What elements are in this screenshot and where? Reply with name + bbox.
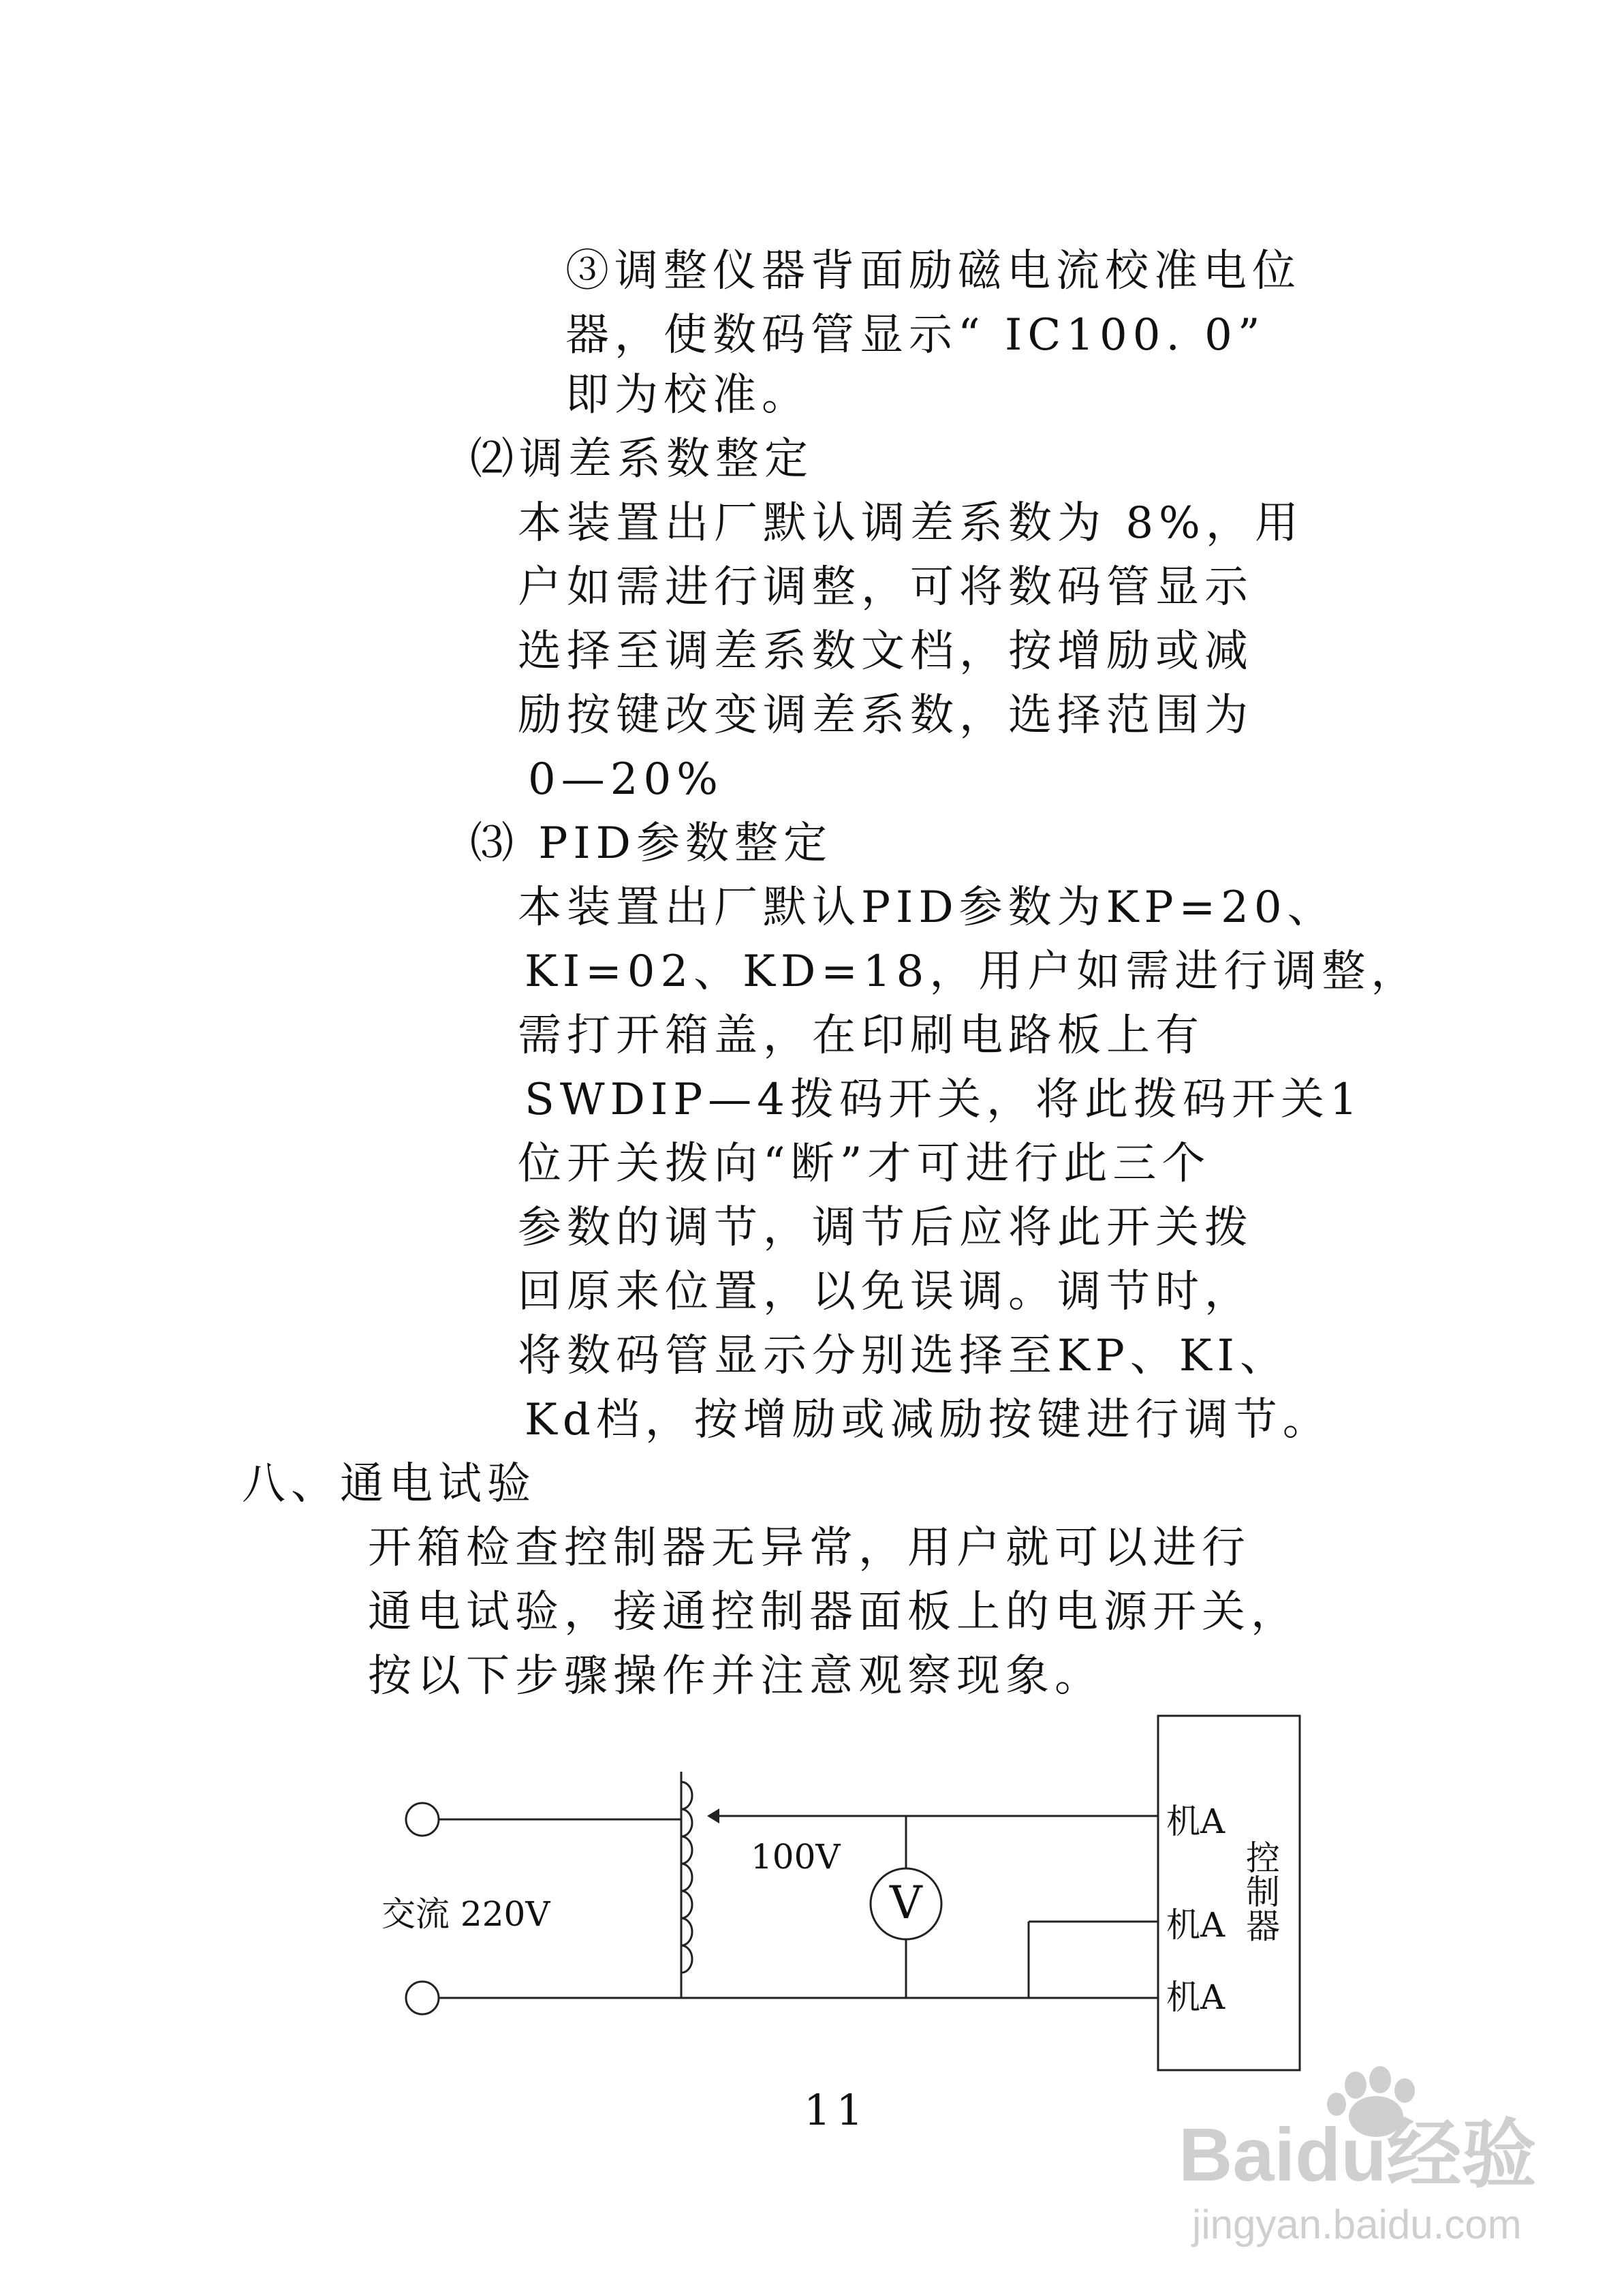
page-number: 11 — [804, 2085, 869, 2135]
text-line: 0—20% — [528, 754, 723, 805]
section-heading: ⑶ PID参数整定 — [470, 818, 832, 869]
ac-terminal-bottom — [406, 1982, 439, 2014]
text-line: Kd档，按增励或减励按键进行调节。 — [525, 1395, 1332, 1445]
text-line: 回原来位置，以免误调。调节时， — [518, 1267, 1253, 1317]
text-line: 通电试验，接通控制器面板上的电源开关， — [368, 1587, 1300, 1637]
autotransformer-coil — [681, 1782, 692, 1973]
text-line: SWDIP—4拨码开关，将此拨码开关1 — [525, 1075, 1363, 1125]
text-line: 即为校准。 — [565, 370, 811, 420]
text-line: 参数的调节，调节后应将此开关拨 — [518, 1203, 1253, 1253]
text-line: 开箱检查控制器无异常，用户就可以进行 — [368, 1523, 1251, 1573]
meter-label: V — [890, 1877, 922, 1929]
controller-terminal-label: 机A — [1166, 1977, 1225, 2017]
baidu-watermark — [1151, 2065, 1560, 2269]
watermark-url: jingyan.baidu.com — [1192, 2202, 1522, 2247]
ac-terminal-top — [406, 1803, 439, 1836]
section-heading: ⑵调差系数整定 — [470, 434, 813, 484]
controller-terminal-label: 机A — [1166, 1905, 1225, 1945]
controller-label: 控制器 — [1240, 1840, 1280, 1942]
text-line: 将数码管显示分别选择至KP、KI、 — [518, 1331, 1289, 1381]
text-line: 户如需进行调整，可将数码管显示 — [518, 562, 1253, 613]
watermark-brand: Baidu经验 — [1178, 2113, 1537, 2197]
text-line: ③调整仪器背面励磁电流校准电位 — [565, 246, 1301, 296]
text-line: KI=02、KD=18，用户如需进行调整， — [525, 946, 1420, 997]
text-line: 本装置出厂默认PID参数为KP=20、 — [518, 882, 1337, 933]
text-line: 本装置出厂默认调差系数为 8%，用 — [518, 498, 1304, 549]
ac-voltage-label: 交流 220V — [381, 1894, 550, 1934]
text-line: 励按键改变调差系数，选择范围为 — [518, 690, 1253, 741]
text-line: 器，使数码管显示“ IC100. 0” — [565, 310, 1266, 360]
tap-arrow — [707, 1808, 719, 1823]
text-line: 需打开箱盖，在印刷电路板上有 — [518, 1011, 1204, 1061]
text-line: 按以下步骤操作并注意观察现象。 — [368, 1651, 1104, 1701]
text-line: 选择至调差系数文档，按增励或减 — [518, 626, 1253, 677]
chapter-heading: 八、通电试验 — [242, 1459, 536, 1509]
text-line: 位开关拨向“断”才可进行此三个 — [518, 1139, 1211, 1189]
voltage-label: 100V — [751, 1837, 841, 1877]
controller-terminal-label: 机A — [1166, 1802, 1225, 1841]
